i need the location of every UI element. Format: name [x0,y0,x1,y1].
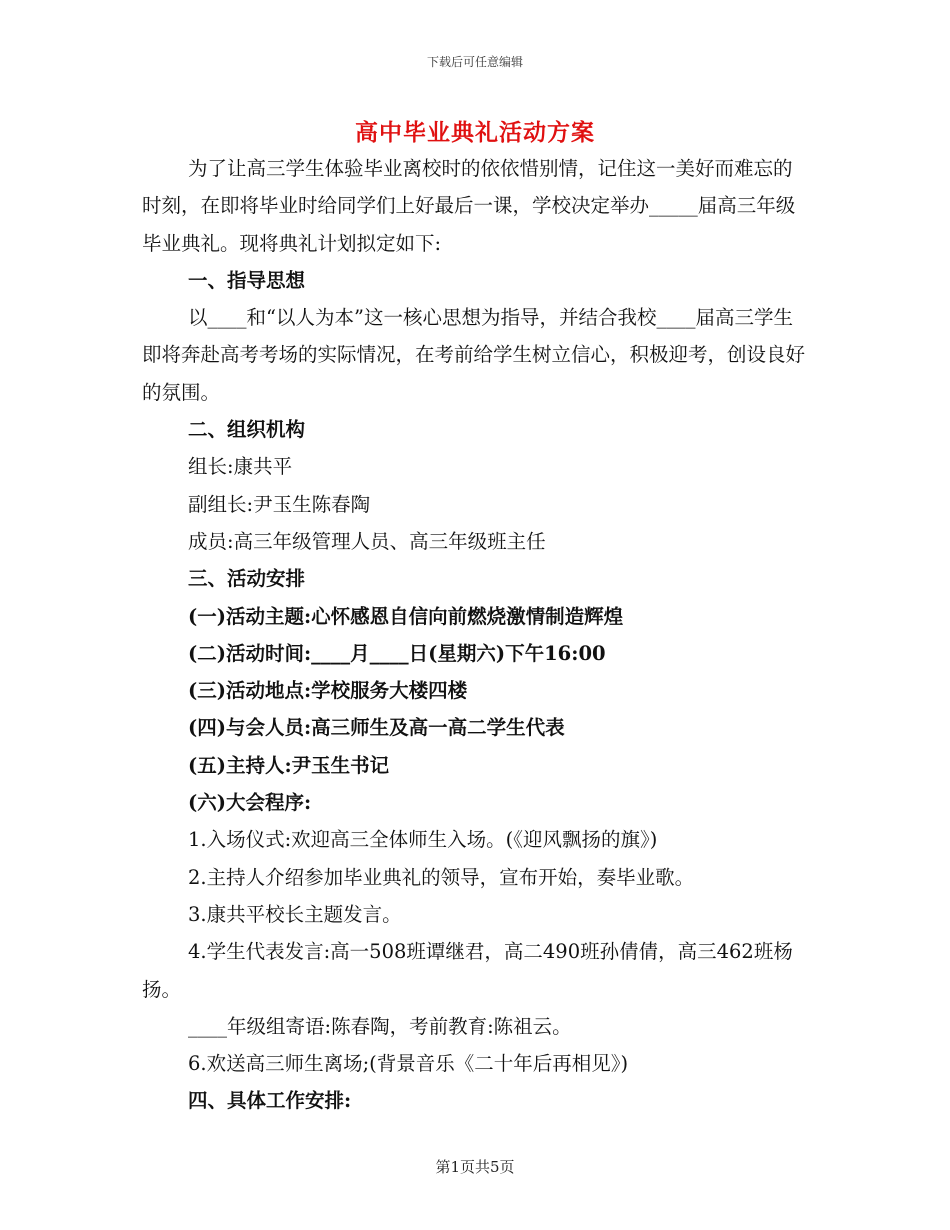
activity-host: (五)主持人:尹玉生书记 [188,753,390,777]
section-heading-work-arrangement: 四、具体工作安排: [188,1089,352,1113]
activity-theme: (一)活动主题:心怀感恩自信向前燃烧激情制造辉煌 [188,604,624,628]
organization-members: 成员:高三年级管理人员、高三年级班主任 [188,529,546,553]
header-note: 下载后可任意编辑 [426,55,523,69]
organization-leader: 组长:康共平 [188,455,293,479]
intro-paragraph: 为了让高三学生体验毕业离校时的依依惜别情，记住这一美好而难忘的时刻，在即将毕业时给同学们上好最后一课，学校决定举办_____届高三年级毕业典礼。现将典礼计划拟定如下: [142,157,796,255]
activity-attendees: (四)与会人员:高三师生及高一高二学生代表 [188,716,565,740]
program-step: ____年级组寄语:陈春陶，考前教育:陈祖云。 [188,1014,572,1038]
section-heading-arrangement: 三、活动安排 [188,567,306,591]
guiding-ideology-paragraph: 以____和“以人为本”这一核心思想为指导，并结合我校____届高三学生即将奔赴高考考场的实际情况，在考前给学生树立信心，积极迎考，创设良好的氛围。 [142,306,806,404]
program-step: 1.入场仪式:欢迎高三全体师生入场。(《迎风飘扬的旗》) [188,828,658,852]
activity-time: (二)活动时间:____月____日(星期六)下午16:00 [188,641,606,665]
section-heading-guiding-ideology: 一、指导思想 [188,268,306,292]
organization-deputy: 副组长:尹玉生陈春陶 [188,492,371,516]
program-step: 3.康共平校长主题发言。 [188,902,402,926]
program-step: 2.主持人介绍参加毕业典礼的领导，宣布开始，奏毕业歌。 [188,865,695,889]
section-heading-organization: 二、组织机构 [188,418,306,442]
program-step: 6.欢送高三师生离场;(背景音乐《二十年后再相见》) [188,1052,629,1076]
document-body [142,150,808,1120]
document-title: 高中毕业典礼活动方案 [355,119,595,146]
page-number-footer: 第1页共5页 [435,1158,515,1176]
program-step: 4.学生代表发言:高一508班谭继君，高二490班孙倩倩，高三462班杨扬。 [142,940,793,1001]
program-heading: (六)大会程序: [188,791,312,815]
activity-place: (三)活动地点:学校服务大楼四楼 [188,679,468,703]
